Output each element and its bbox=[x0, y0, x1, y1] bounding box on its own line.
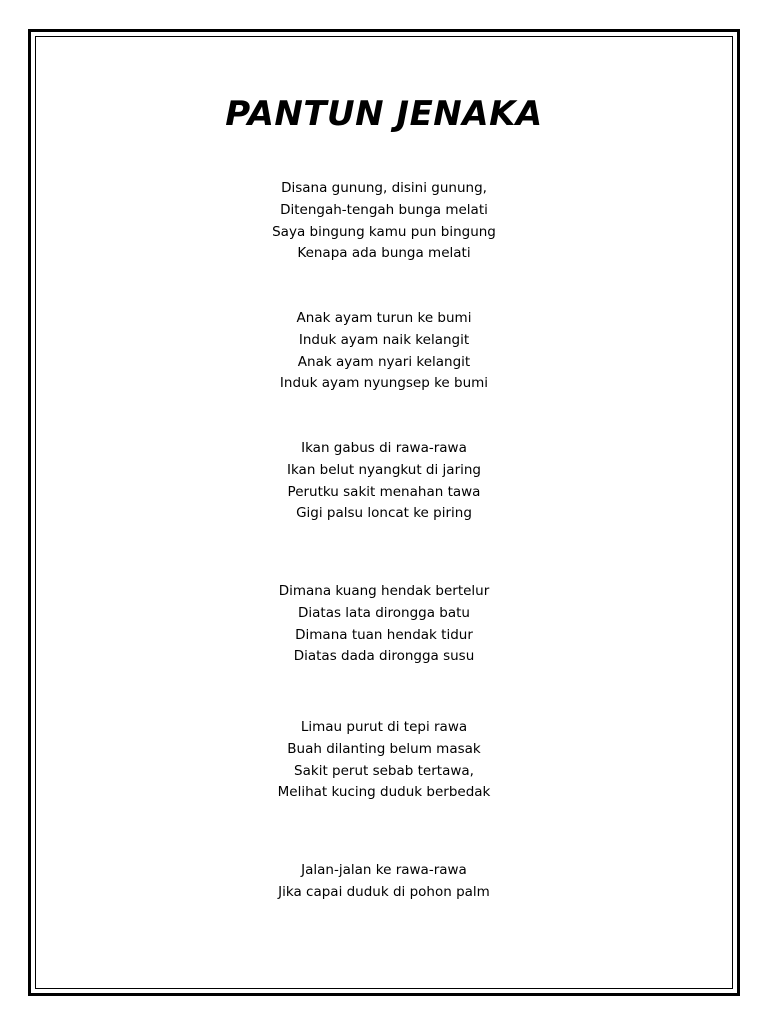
page-title: PANTUN JENAKA bbox=[225, 94, 543, 134]
poem-line: Anak ayam turun ke bumi bbox=[296, 310, 472, 326]
stanza-4 bbox=[0, 581, 768, 668]
poem-line: Dimana tuan hendak tidur bbox=[295, 626, 473, 643]
stanza-2 bbox=[0, 308, 768, 395]
poem-line: Limau purut di tepi rawa bbox=[300, 719, 468, 735]
poem-line: Jalan-jalan ke rawa-rawa bbox=[301, 862, 467, 878]
poem-line: Ikan gabus di rawa-rawa bbox=[301, 440, 467, 456]
poem-line: Ikan belut nyangkut di jaring bbox=[287, 461, 481, 478]
poem-line: Diatas lata dirongga batu bbox=[298, 604, 470, 621]
poem-line: Saya bingung kamu pun bingung bbox=[272, 223, 496, 240]
poem-line: Jika capai duduk di pohon palm bbox=[278, 883, 490, 900]
poem-line: Perutku sakit menahan tawa bbox=[287, 483, 481, 500]
poem-line: Induk ayam nyungsep ke bumi bbox=[279, 375, 489, 392]
poem-line: Ditengah-tengah bunga melati bbox=[280, 201, 488, 218]
poem-line: Disana gunung, disini gunung, bbox=[281, 180, 487, 196]
poem-line: Buah dilanting belum masak bbox=[287, 740, 481, 757]
poem-line: Dimana kuang hendak bertelur bbox=[278, 583, 490, 599]
poem-line: Induk ayam naik kelangit bbox=[298, 331, 470, 348]
poem-line: Kenapa ada bunga melati bbox=[297, 245, 471, 262]
poem-line: Sakit perut sebab tertawa, bbox=[294, 762, 474, 779]
poem-line: Anak ayam nyari kelangit bbox=[297, 353, 471, 370]
poem-line: Gigi palsu loncat ke piring bbox=[296, 505, 472, 522]
stanza-1 bbox=[0, 178, 768, 265]
stanza-3 bbox=[0, 438, 768, 525]
poem-line: Melihat kucing duduk berbedak bbox=[277, 784, 491, 801]
stanza-6 bbox=[0, 860, 768, 904]
stanza-5 bbox=[0, 717, 768, 804]
poem-line: Diatas dada dirongga susu bbox=[293, 648, 475, 665]
